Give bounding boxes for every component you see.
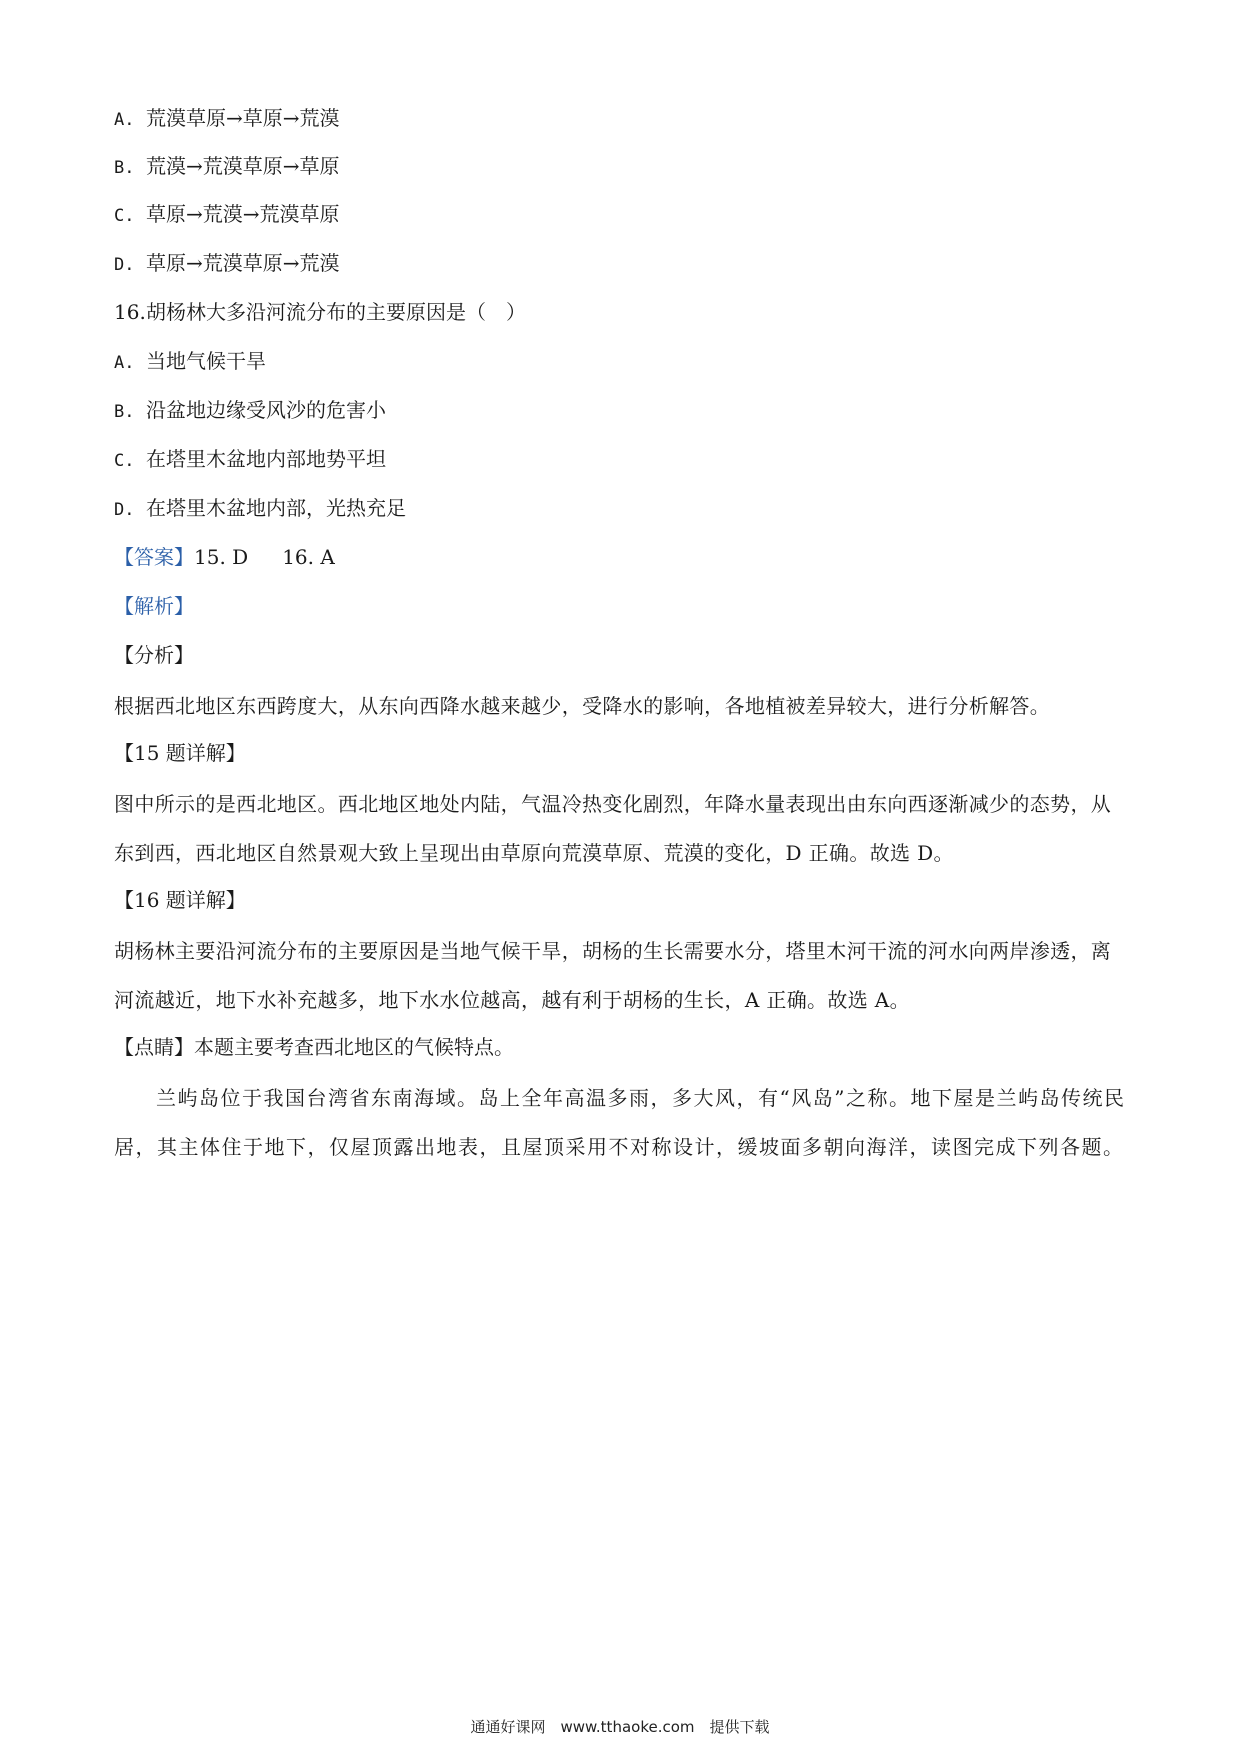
analysis-heading xyxy=(114,592,194,620)
fenxi-heading xyxy=(114,641,194,669)
q16-option-b xyxy=(114,396,386,426)
q16-option-d xyxy=(114,494,406,524)
option-letter: B. xyxy=(114,402,135,422)
q15-option-a xyxy=(114,104,340,134)
dianjing-tag: 【点睛】 xyxy=(114,1035,194,1059)
q15-option-b xyxy=(114,152,340,182)
option-letter: C. xyxy=(114,451,135,471)
q16-stem xyxy=(114,298,526,326)
question-text: 胡杨林大多沿河流分布的主要原因是（ ） xyxy=(146,300,526,324)
option-letter: D. xyxy=(114,500,135,520)
detail15-text: 图中所示的是西北地区。西北地区地处内陆，气温冷热变化剧烈，年降水量表现出由东向西逐渐减少的态势，从东到西，西北地区自然景观大致上呈现出由草原向荒漠草原、荒漠的变化，D 正确。故选 D。 xyxy=(114,792,1112,865)
page-footer: 通通好课网 www.tthaoke.com 提供下载 xyxy=(470,1718,770,1736)
option-letter: B. xyxy=(114,158,135,178)
option-letter: C. xyxy=(114,206,135,226)
dianjing-text: 本题主要考查西北地区的气候特点。 xyxy=(194,1035,514,1059)
q16-option-c xyxy=(114,445,386,475)
option-letter: A. xyxy=(114,110,135,130)
question-number: 16. xyxy=(114,300,146,324)
fenxi-tag: 【分析】 xyxy=(114,643,194,667)
option-text: 草原→荒漠→荒漠草原 xyxy=(146,202,340,226)
answer-line xyxy=(114,543,335,571)
q15-option-d xyxy=(114,249,340,279)
option-text: 荒漠→荒漠草原→草原 xyxy=(146,154,340,178)
detail16-tag: 【16 题详解】 xyxy=(114,888,246,912)
next-passage: 兰屿岛位于我国台湾省东南海域。岛上全年高温多雨，多大风，有“风岛”之称。地下屋是兰屿岛传统民居，其主体住于地下，仅屋顶露出地表，且屋顶采用不对称设计，缓坡面多朝向海洋，读图完成下列各题。 xyxy=(114,1086,1126,1159)
option-letter: D. xyxy=(114,255,135,275)
dianjing-line xyxy=(114,1033,514,1061)
answer-15: 15. D xyxy=(194,545,249,569)
option-text: 沿盆地边缘受风沙的危害小 xyxy=(146,398,386,422)
q16-option-a xyxy=(114,347,266,377)
q15-option-c xyxy=(114,200,340,230)
option-text: 当地气候干旱 xyxy=(146,349,266,373)
fenxi-text: 根据西北地区东西跨度大，从东向西降水越来越少，受降水的影响，各地植被差异较大，进行分析解答。 xyxy=(114,694,1051,718)
option-text: 在塔里木盆地内部地势平坦 xyxy=(146,447,386,471)
option-text: 在塔里木盆地内部，光热充足 xyxy=(146,496,406,520)
analysis-tag: 【解析】 xyxy=(114,594,194,618)
detail16-text: 胡杨林主要沿河流分布的主要原因是当地气候干旱，胡杨的生长需要水分，塔里木河干流的河水向两岸渗透，离河流越近，地下水补充越多，地下水水位越高，越有利于胡杨的生长，A 正确。故选 A。 xyxy=(114,939,1112,1012)
option-text: 草原→荒漠草原→荒漠 xyxy=(146,251,340,275)
detail16-heading xyxy=(114,886,246,914)
detail15-heading xyxy=(114,739,246,767)
answer-tag: 【答案】 xyxy=(114,545,194,569)
detail15-tag: 【15 题详解】 xyxy=(114,741,246,765)
option-letter: A. xyxy=(114,353,135,373)
answer-16: 16. A xyxy=(282,545,335,569)
option-text: 荒漠草原→草原→荒漠 xyxy=(146,106,340,130)
